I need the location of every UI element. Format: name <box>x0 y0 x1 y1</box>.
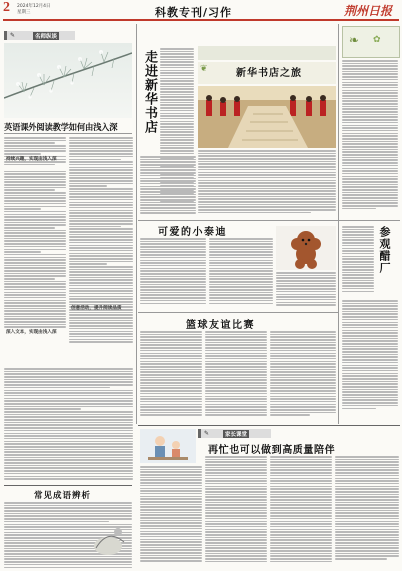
basketball-body-col2 <box>205 331 267 423</box>
basketball-title: 篮球友谊比赛 <box>186 320 255 331</box>
factory-body-lower <box>342 300 398 420</box>
poodle-body-col1 <box>140 238 206 310</box>
subhead-2: 创意活动，提升阅读品质 <box>71 306 122 311</box>
ink-illustration <box>88 518 134 562</box>
column-tag-label: 名师纵谈 <box>35 34 58 40</box>
bookstore-photo <box>198 86 336 148</box>
section-rule-mid <box>138 220 400 221</box>
factory-body-top <box>342 226 374 298</box>
poodle-body-col3 <box>276 272 336 310</box>
english-article-title: 英语课外阅读教学如何由浅入深 <box>4 122 118 132</box>
right-column-body-top <box>342 60 398 218</box>
basketball-body-col3 <box>270 331 336 423</box>
bookstore-caption-body <box>198 150 336 218</box>
factory-vertical-title: 参观醋厂 <box>378 226 391 274</box>
parenting-body-col4 <box>335 456 399 568</box>
poodle-body-col2 <box>209 238 273 310</box>
badge-ornament-icon: ✿ <box>373 35 381 45</box>
parenting-book-icon: ✎ <box>204 430 210 437</box>
banner-leaf-icon: ❦ <box>200 64 208 74</box>
parenting-body-col1 <box>140 466 202 568</box>
col-separator-2 <box>338 24 339 424</box>
subhead-3: 深入文本，实现由浅入深 <box>6 330 57 335</box>
parenting-illustration <box>140 429 196 463</box>
bookstore-body-lower-left <box>140 156 196 218</box>
parenting-body-col2 <box>205 456 267 568</box>
frosted-branch-photo <box>4 43 132 118</box>
idioms-top-rule <box>4 485 132 486</box>
title-divider <box>4 133 132 134</box>
basketball-body-col1 <box>140 331 202 423</box>
col-separator-1 <box>136 24 137 424</box>
page-number: 2 <box>3 0 10 15</box>
section-title: 科教专刊/习作 <box>155 6 233 19</box>
parenting-column-tag <box>198 429 271 438</box>
column-tag <box>4 31 75 40</box>
banner-top-band <box>198 46 336 60</box>
poodle-photo <box>276 226 336 270</box>
issue-weekday: 星期三 <box>17 10 31 15</box>
parenting-body-col3 <box>270 456 332 568</box>
bookstore-vertical-title: 走进新华书店 <box>142 50 157 134</box>
section-rule-basketball <box>138 312 338 313</box>
subhead-1: 持续兴趣，实现由浅入深 <box>6 157 57 162</box>
parenting-column-tag-label: 家长课堂 <box>225 432 248 438</box>
header-rule <box>3 19 399 21</box>
right-column-badge <box>342 26 400 58</box>
english-article-body-col2 <box>69 137 133 367</box>
parenting-title: 再忙也可以做到高质量陪伴 <box>208 445 336 456</box>
bookstore-banner-title: 新华书店之旅 <box>236 68 302 79</box>
page-header <box>0 0 402 22</box>
masthead-logo: 荆州日报 <box>344 4 393 18</box>
idioms-title: 常见成语辨析 <box>34 491 92 501</box>
issue-date: 2024年12月4日 <box>17 4 51 9</box>
english-article-body-lower <box>4 368 133 480</box>
book-icon: ✎ <box>10 32 16 39</box>
badge-leaf-icon: ❧ <box>349 33 360 47</box>
poodle-title: 可爱的小泰迪 <box>158 227 227 238</box>
section-rule-parenting <box>138 425 400 426</box>
